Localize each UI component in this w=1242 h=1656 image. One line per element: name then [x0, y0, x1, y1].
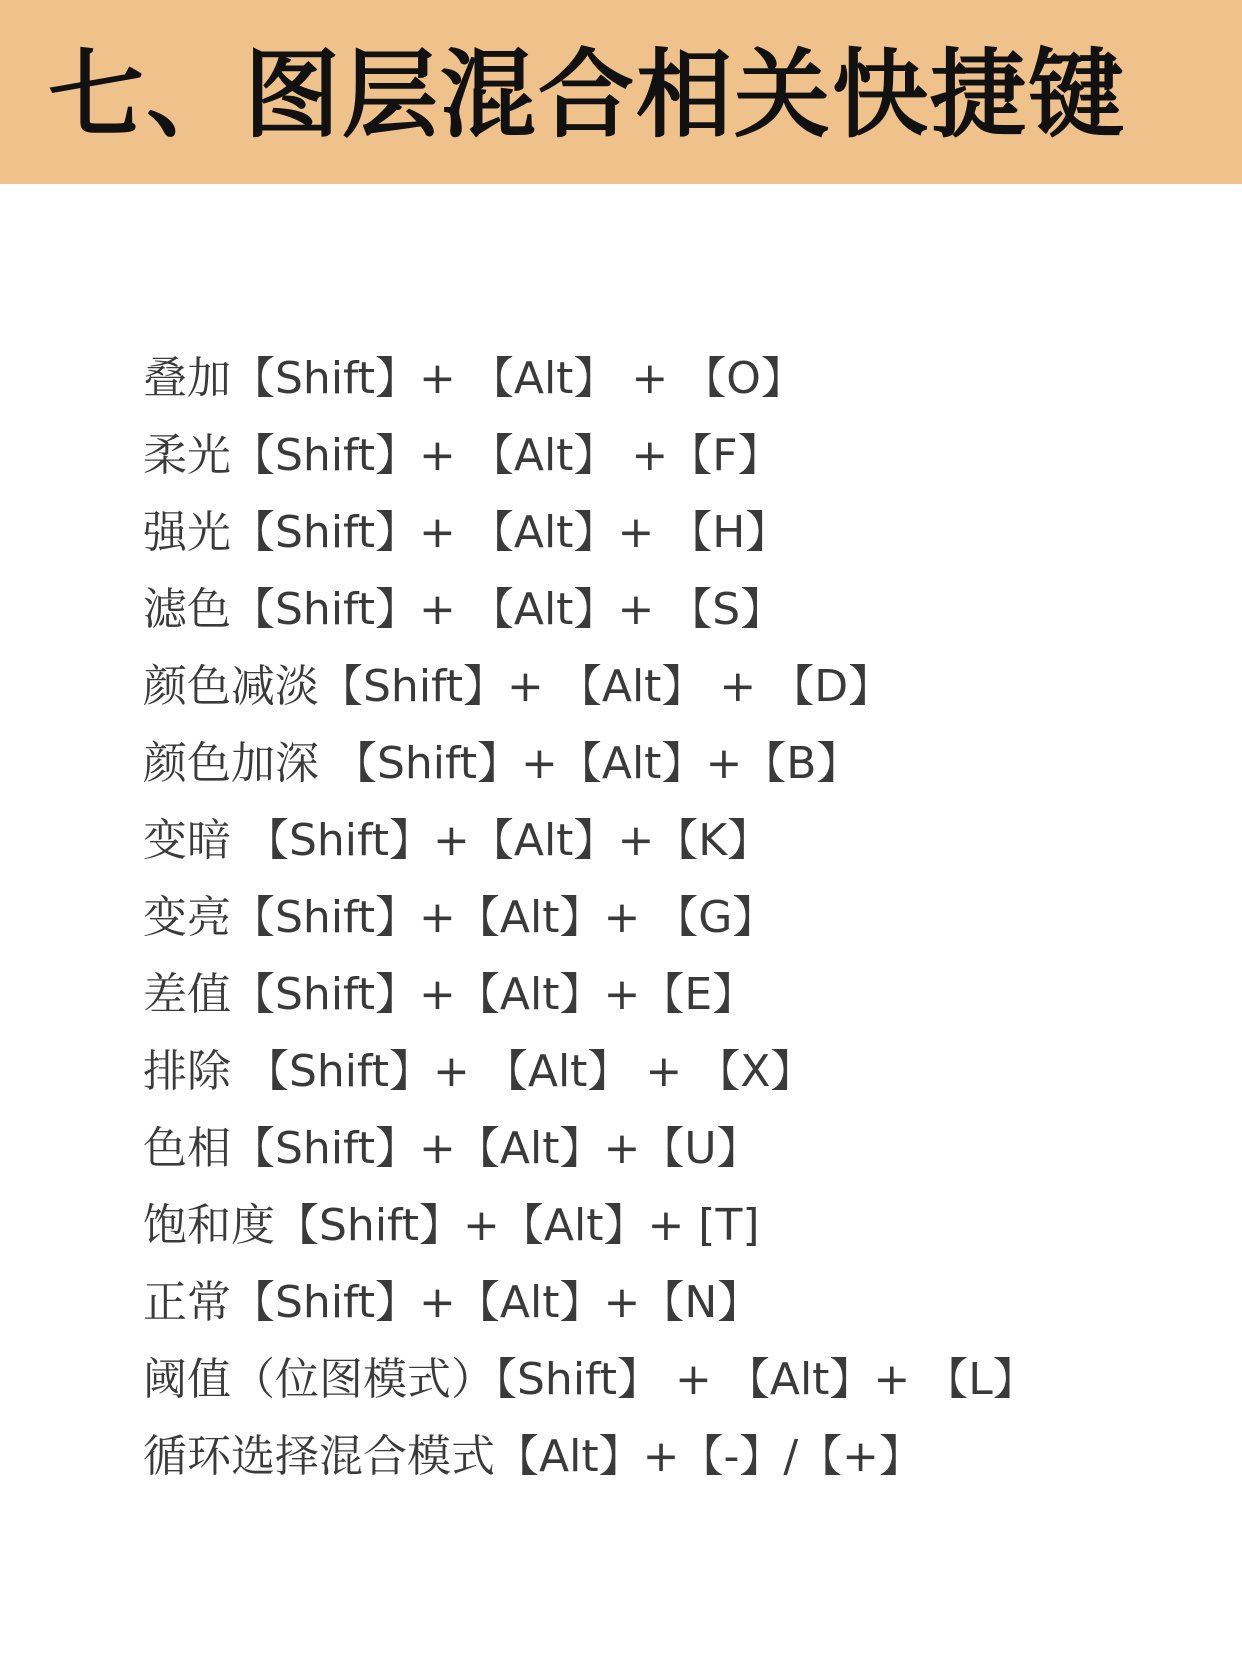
key-combo: 【Shift】+【Alt】+【B】 — [319, 738, 861, 789]
key-combo: 【Shift】+【Alt】+ 【G】 — [231, 892, 777, 943]
mode-name: 叠加 — [143, 353, 231, 404]
key-combo: 【Shift】+ 【Alt】 + 【O】 — [231, 353, 805, 404]
list-item — [143, 494, 1203, 571]
mode-name: 饱和度 — [143, 1200, 275, 1251]
key-combo: 【Shift】 + 【Alt】+ 【L】 — [495, 1354, 1037, 1405]
mode-name: 滤色 — [143, 584, 231, 635]
list-item — [143, 417, 1203, 494]
mode-name: 柔光 — [143, 430, 231, 481]
list-item — [143, 802, 1203, 879]
list-item — [143, 1418, 1203, 1495]
page-title: 七、图层混合相关快捷键 — [48, 39, 1126, 151]
list-item — [143, 648, 1203, 725]
mode-name: 变亮 — [143, 892, 231, 943]
list-item — [143, 1264, 1203, 1341]
key-combo: 【Shift】+【Alt】+ [T] — [275, 1200, 760, 1251]
list-item — [143, 571, 1203, 648]
mode-name: 色相 — [143, 1123, 231, 1174]
key-combo: 【Shift】+ 【Alt】 + 【X】 — [231, 1046, 815, 1097]
title-banner — [0, 0, 1242, 184]
key-combo: 【Shift】+【Alt】+【U】 — [231, 1123, 761, 1174]
key-combo: 【Shift】+ 【Alt】 + 【D】 — [319, 661, 893, 712]
mode-name: 循环选择混合模式 — [143, 1431, 495, 1482]
key-combo: 【Shift】+【Alt】+【N】 — [231, 1277, 762, 1328]
shortcut-list — [143, 340, 1203, 1495]
key-combo: 【Shift】+ 【Alt】 +【F】 — [231, 430, 782, 481]
mode-name: 正常 — [143, 1277, 231, 1328]
list-item — [143, 1033, 1203, 1110]
mode-name: 颜色加深 — [143, 738, 319, 789]
mode-name: 差值 — [143, 969, 231, 1020]
key-combo: 【Shift】+ 【Alt】+ 【H】 — [231, 507, 790, 558]
mode-name: 颜色减淡 — [143, 661, 319, 712]
list-item — [143, 1341, 1203, 1418]
mode-name: 阈值（位图模式） — [143, 1354, 495, 1405]
list-item — [143, 725, 1203, 802]
mode-name: 排除 — [143, 1046, 231, 1097]
key-combo: 【Shift】+【Alt】+【K】 — [231, 815, 772, 866]
list-item — [143, 1187, 1203, 1264]
list-item — [143, 1110, 1203, 1187]
list-item — [143, 340, 1203, 417]
key-combo: 【Shift】+【Alt】+【E】 — [231, 969, 757, 1020]
list-item — [143, 879, 1203, 956]
key-combo: 【Alt】+【-】/【+】 — [495, 1431, 924, 1482]
mode-name: 强光 — [143, 507, 231, 558]
key-combo: 【Shift】+ 【Alt】+ 【S】 — [231, 584, 785, 635]
list-item — [143, 956, 1203, 1033]
mode-name: 变暗 — [143, 815, 231, 866]
